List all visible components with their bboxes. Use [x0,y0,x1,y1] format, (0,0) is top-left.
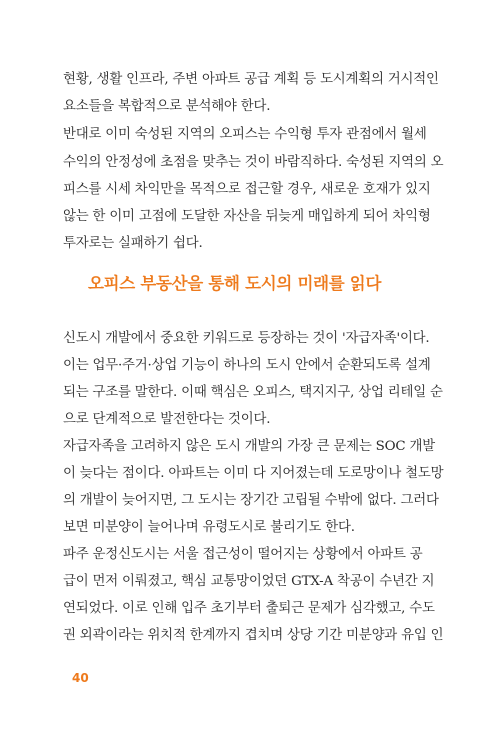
body-text-line: 피스를 시세 차익만을 목적으로 접근할 경우, 새로운 호재가 있지 [63,182,431,197]
body-text-line: 요소들을 복합적으로 분석해야 한다. [63,99,271,114]
body-text-line: 않는 한 이미 고점에 도달한 자산을 뒤늦게 매입하게 되어 차익형 [63,209,431,224]
body-text-line: 수익의 안정성에 초점을 맞추는 것이 바람직하다. 숙성된 지역의 오 [63,155,444,170]
body-text-line: 권 외곽이라는 위치적 한계까지 겹치며 상당 기간 미분양과 유입 인 [63,628,444,643]
body-text-line: 으로 단계적으로 발전한다는 것이다. [63,412,271,427]
page-number: 40 [72,671,89,685]
body-text-line: 보면 미분양이 늘어나며 유령도시로 불리기도 한다. [63,520,355,535]
body-text-line: 반대로 이미 숙성된 지역의 오피스는 수익형 투자 관점에서 월세 [63,127,427,142]
body-text-line: 연되었다. 이로 인해 입주 초기부터 출퇴근 문제가 심각했고, 수도 [63,601,435,616]
body-text-line: 이는 업무·주거·상업 기능이 하나의 도시 안에서 순환되도록 설계 [63,358,431,373]
body-text-line: 현황, 생활 인프라, 주변 아파트 공급 계획 등 도시계획의 거시적인 [63,72,439,87]
body-text-line: 투자로는 실패하기 쉽다. [63,236,203,251]
body-text-line: 파주 운정신도시는 서울 접근성이 떨어지는 상황에서 아파트 공 [63,547,423,562]
body-text-line: 급이 먼저 이뤄졌고, 핵심 교통망이었던 GTX-A 착공이 수년간 지 [63,574,435,589]
body-text-line: 신도시 개발에서 중요한 키워드로 등장하는 것이 '자급자족'이다. [63,331,430,346]
body-text-line: 되는 구조를 말한다. 이때 핵심은 오피스, 택지지구, 상업 리테일 순 [63,385,443,400]
body-text-line: 자급자족을 고려하지 않은 도시 개발의 가장 큰 문제는 SOC 개발 [63,439,435,454]
body-text-line: 의 개발이 늦어지면, 그 도시는 장기간 고립될 수밖에 없다. 그러다 [63,493,439,508]
section-heading: 오피스 부동산을 통해 도시의 미래를 읽다 [88,274,382,293]
body-text-line: 이 늦다는 점이다. 아파트는 이미 다 지어졌는데 도로망이나 철도망 [63,466,444,481]
